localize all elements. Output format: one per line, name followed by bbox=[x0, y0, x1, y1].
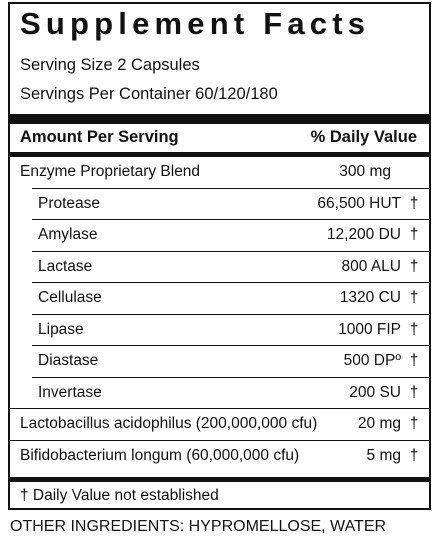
nutrient-name: Lactobacillus acidophilus (200,000,000 cfu) bbox=[20, 415, 318, 432]
panel-title: Supplement Facts bbox=[20, 6, 371, 41]
servings-per-container: Servings Per Container 60/120/180 bbox=[20, 85, 278, 103]
bottom-divider bbox=[10, 477, 429, 482]
nutrient-amount: 12,200 DU bbox=[326, 226, 401, 243]
nutrient-amount: 1000 FIP bbox=[338, 320, 401, 338]
nutrient-name: Amylase bbox=[38, 226, 98, 243]
nutrient-name: Protease bbox=[38, 194, 101, 212]
nutrient-row bbox=[10, 315, 429, 347]
other-ingredients: OTHER INGREDIENTS: HYPROMELLOSE, WATER bbox=[10, 518, 387, 535]
supplement-facts-panel bbox=[8, 2, 431, 510]
nutrient-amount: 300 mg bbox=[339, 163, 391, 180]
amount-per-serving-header: Amount Per Serving bbox=[20, 128, 179, 146]
nutrient-name: Diastase bbox=[38, 352, 99, 369]
dagger-mark: † bbox=[409, 194, 419, 212]
dagger-mark: † bbox=[409, 320, 419, 338]
dagger-mark: † bbox=[409, 289, 419, 306]
dagger-mark: † bbox=[409, 415, 419, 432]
dagger-mark: † bbox=[409, 446, 419, 464]
nutrient-row bbox=[10, 157, 429, 189]
nutrient-row bbox=[10, 441, 429, 473]
nutrient-amount: 500 DPº bbox=[343, 352, 401, 369]
nutrient-name: Invertase bbox=[38, 383, 102, 401]
nutrient-row bbox=[10, 252, 429, 284]
dagger-mark: † bbox=[409, 352, 419, 369]
thick-divider bbox=[10, 114, 429, 124]
dagger-mark: † bbox=[409, 226, 419, 243]
nutrient-amount: 66,500 HUT bbox=[317, 194, 401, 212]
daily-value-header: % Daily Value bbox=[310, 128, 417, 146]
nutrient-name: Cellulase bbox=[38, 289, 102, 306]
nutrient-amount: 20 mg bbox=[357, 415, 401, 432]
daily-value-footnote: † Daily Value not established bbox=[20, 487, 219, 504]
nutrient-name: Bifidobacterium longum (60,000,000 cfu) bbox=[20, 446, 300, 464]
nutrient-row bbox=[10, 189, 429, 221]
nutrient-amount: 5 mg bbox=[366, 446, 401, 464]
dagger-mark: † bbox=[409, 383, 419, 401]
nutrient-amount: 200 SU bbox=[349, 383, 401, 401]
nutrient-row bbox=[10, 409, 429, 441]
nutrient-row bbox=[10, 220, 429, 252]
nutrient-name: Lipase bbox=[38, 320, 84, 338]
nutrient-name: Lactase bbox=[38, 257, 93, 275]
nutrient-row bbox=[10, 283, 429, 315]
nutrient-row bbox=[10, 346, 429, 378]
nutrient-name: Enzyme Proprietary Blend bbox=[20, 163, 201, 180]
dagger-mark: † bbox=[409, 257, 419, 275]
nutrient-amount: 800 ALU bbox=[341, 257, 401, 275]
nutrient-amount: 1320 CU bbox=[339, 289, 401, 306]
nutrient-row bbox=[10, 378, 429, 410]
serving-size: Serving Size 2 Capsules bbox=[20, 56, 200, 74]
